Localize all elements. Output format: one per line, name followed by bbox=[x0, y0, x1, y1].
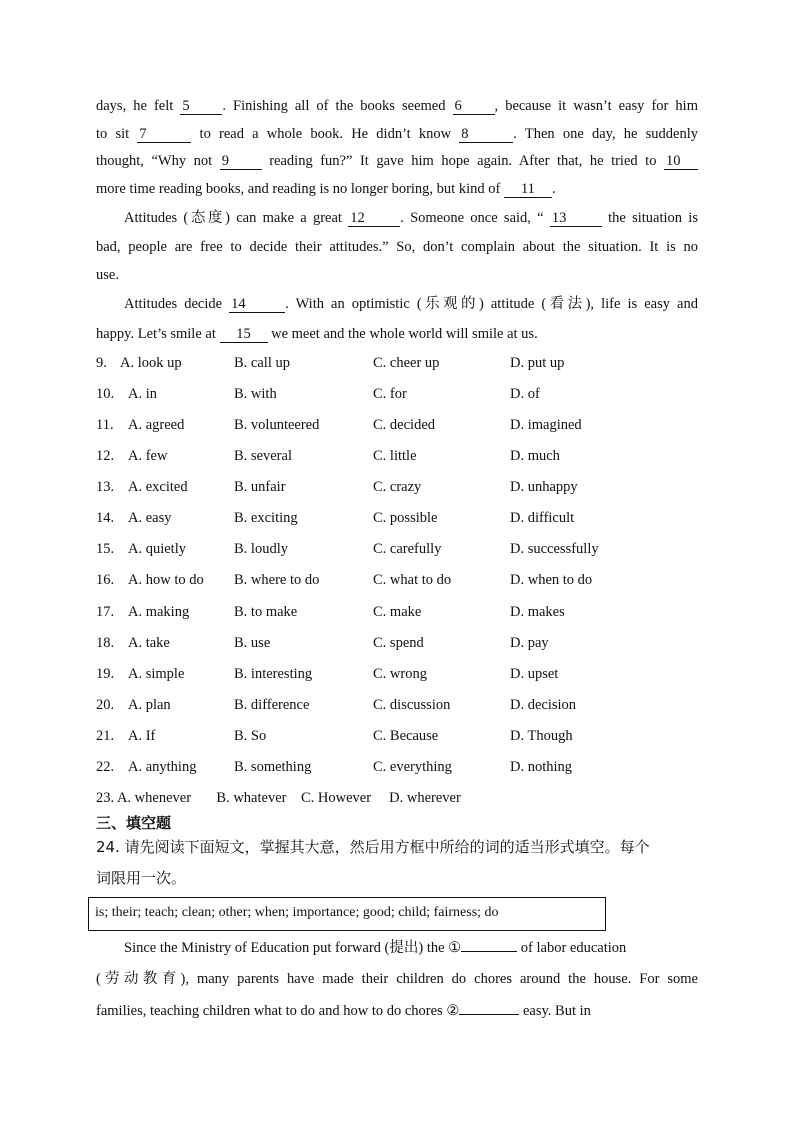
passage-line-4: more time reading books, and reading is no longer boring, but kind of 11 . bbox=[96, 181, 556, 197]
option-row: 19. A. simple B. interesting C. wrong D. upset bbox=[96, 666, 559, 682]
question-24-instruction: 24. 请先阅读下面短文，掌握其大意，然后用方框中所给的词的适当形式填空。每个 bbox=[96, 838, 650, 856]
blank-6: 6 bbox=[453, 98, 495, 115]
option-row: 13. A. excited B. unfair C. crazy D. unhappy bbox=[96, 479, 578, 495]
blank-1 bbox=[461, 951, 517, 952]
passage-line-8: Attitudes decide 14 . With an optimistic (乐观的) attitude (看法), life is easy and bbox=[124, 296, 698, 312]
passage2-line-2: (劳动教育), many parents have made their children do chores around the house. For some bbox=[96, 971, 698, 987]
option-row: 11. A. agreed B. volunteered C. decided D. imagined bbox=[96, 417, 582, 433]
option-row: 12. A. few B. several C. little D. much bbox=[96, 448, 560, 464]
passage-line-1: days, he felt 5 . Finishing all of the books seemed 6 , because it wasn’t easy for him bbox=[96, 98, 698, 114]
blank-7: 7 bbox=[137, 126, 191, 143]
blank-15: 15 bbox=[220, 326, 268, 343]
blank-5: 5 bbox=[180, 98, 222, 115]
passage-line-2: to sit 7 to read a whole book. He didn’t know 8 . Then one day, he suddenly bbox=[96, 126, 698, 142]
section-title: 三、填空题 bbox=[96, 814, 172, 832]
passage-line-5: Attitudes (态度) can make a great 12 . Someone once said, “ 13 the situation is bbox=[124, 210, 698, 226]
option-row: 9. A. look up B. call up C. cheer up D. put up bbox=[96, 355, 565, 371]
passage2-line-1: Since the Ministry of Education put forward (提出) the ① of labor education bbox=[124, 940, 627, 956]
blank-11: 11 bbox=[504, 181, 552, 198]
option-row: 14. A. easy B. exciting C. possible D. difficult bbox=[96, 510, 575, 526]
option-row: 15. A. quietly B. loudly C. carefully D. successfully bbox=[96, 541, 599, 557]
blank-2 bbox=[459, 1014, 519, 1015]
option-row: 20. A. plan B. difference C. discussion D. decision bbox=[96, 697, 577, 713]
option-row: 18. A. take B. use C. spend D. pay bbox=[96, 635, 549, 651]
option-row: 10. A. in B. with C. for D. of bbox=[96, 386, 540, 402]
blank-8: 8 bbox=[459, 126, 513, 143]
blank-10: 10 bbox=[664, 153, 698, 170]
word-box bbox=[88, 897, 606, 931]
passage2-line-3: families, teaching children what to do and how to do chores ② easy. But in bbox=[96, 1003, 591, 1019]
passage-line-3: thought, “Why not 9 reading fun?” It gave him hope again. After that, he tried to 10 bbox=[96, 151, 698, 171]
passage-line-6: bad, people are free to decide their attitudes.” So, don’t complain about the situation. It is no bbox=[96, 239, 698, 255]
option-row: 22. A. anything B. something C. everything D. nothing bbox=[96, 759, 573, 775]
question-24-instruction-cont: 词限用一次。 bbox=[96, 869, 187, 887]
option-row-23: 23. A. whenever B. whatever C. However D. wherever bbox=[96, 790, 461, 806]
option-row: 16. A. how to do B. where to do C. what to do D. when to do bbox=[96, 572, 593, 588]
option-row: 17. A. making B. to make C. make D. makes bbox=[96, 604, 565, 620]
passage-line-7: use. bbox=[96, 267, 119, 283]
word-list: is; their; teach; clean; other; when; importance; good; child; fairness; do bbox=[95, 905, 499, 920]
blank-14: 14 bbox=[229, 296, 285, 313]
option-row: 21. A. If B. So C. Because D. Though bbox=[96, 728, 573, 744]
blank-13: 13 bbox=[550, 210, 602, 227]
blank-12: 12 bbox=[348, 210, 400, 227]
passage-line-9: happy. Let’s smile at 15 we meet and the whole world will smile at us. bbox=[96, 326, 538, 342]
blank-9: 9 bbox=[220, 153, 262, 170]
